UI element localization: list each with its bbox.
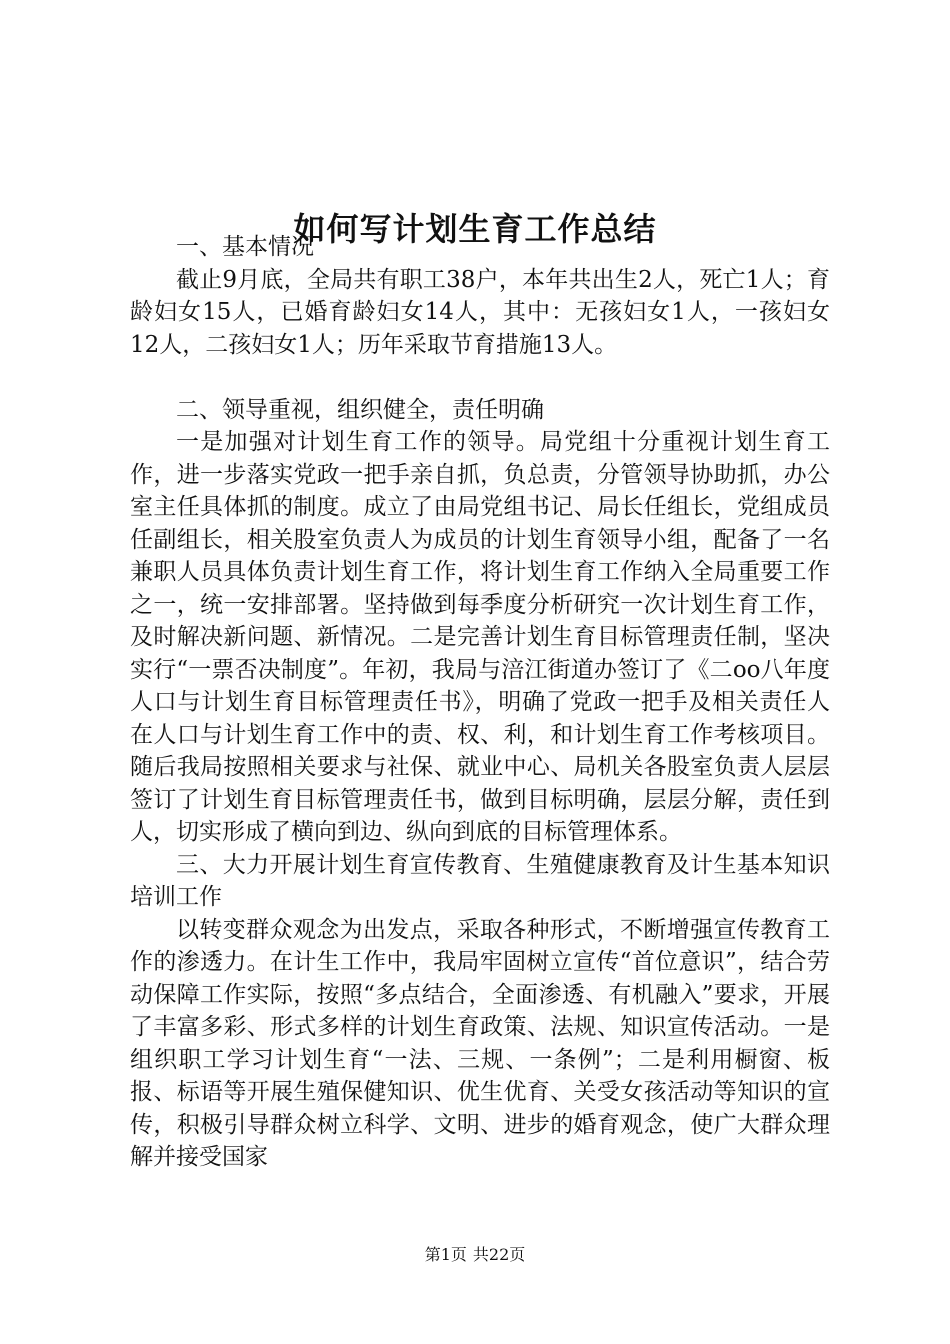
page-footer xyxy=(0,1244,950,1266)
section-heading-publicity: 三、大力开展计划生育宣传教育、生殖健康教育及计生基本知识培训工作 xyxy=(130,851,830,910)
page-number: 第1页 xyxy=(424,1245,467,1264)
paragraph-leadership: 一是加强对计划生育工作的领导。局党组十分重视计划生育工作，进一步落实党政一把手亲自抓，负总责，分管领导协助抓，办公室主任具体抓的制度。成立了由局党组书记、局长任组长，党组成员任副组长，相关股室负责人为成员的计划生育领导小组，配备了一名兼职人员具体负责计划生育工作，将计划生育工作纳入全局重要工作之一，统一安排部署。坚持做到每季度分析研究一次计划生育工作，及时解决新问题、新情况。二是完善计划生育目标管理责任制，坚决实行“一票否决制度”。年初，我局与涪江街道办签订了《二oo八年度人口与计划生育目标管理责任书》，明确了党政一把手及相关责任人在人口与计划生育工作中的责、权、利，和计划生育工作考核项目。随后我局按照相关要求与社保、就业中心、局机关各股室负责人层层签订了计划生育目标管理责任书，做到目标明确，层层分解，责任到人，切实形成了横向到边、纵向到底的目标管理体系。 xyxy=(130,429,830,845)
paragraph-basic-info: 截止9月底，全局共有职工38户，本年共出生2人，死亡1人；育龄妇女15人，已婚育龄妇女14人，其中：无孩妇女1人，一孩妇女12人，二孩妇女1人；历年采取节育措施13人。 xyxy=(130,266,830,358)
document-title: 如何写计划生育工作总结 xyxy=(293,210,657,249)
page-total: 共22页 xyxy=(472,1245,526,1264)
paragraph-publicity: 以转变群众观念为出发点，采取各种形式，不断增强宣传教育工作的渗透力。在计生工作中，我局牢固树立宣传“首位意识”，结合劳动保障工作实际，按照“多点结合，全面渗透、有机融入”要求，开展了丰富多彩、形式多样的计划生育政策、法规、知识宣传活动。一是组织职工学习计划生育“一法、三规、一条例”；二是利用橱窗、板报、标语等开展生殖保健知识、优生优育、关受女孩活动等知识的宣传，积极引导群众树立科学、文明、进步的婚育观念，使广大群众理解并接受国家 xyxy=(130,916,830,1170)
section-heading-leadership: 二、领导重视，组织健全，责任明确 xyxy=(176,396,544,423)
document-body xyxy=(130,231,830,1174)
section-heading-basic-info: 一、基本情况 xyxy=(176,234,314,260)
